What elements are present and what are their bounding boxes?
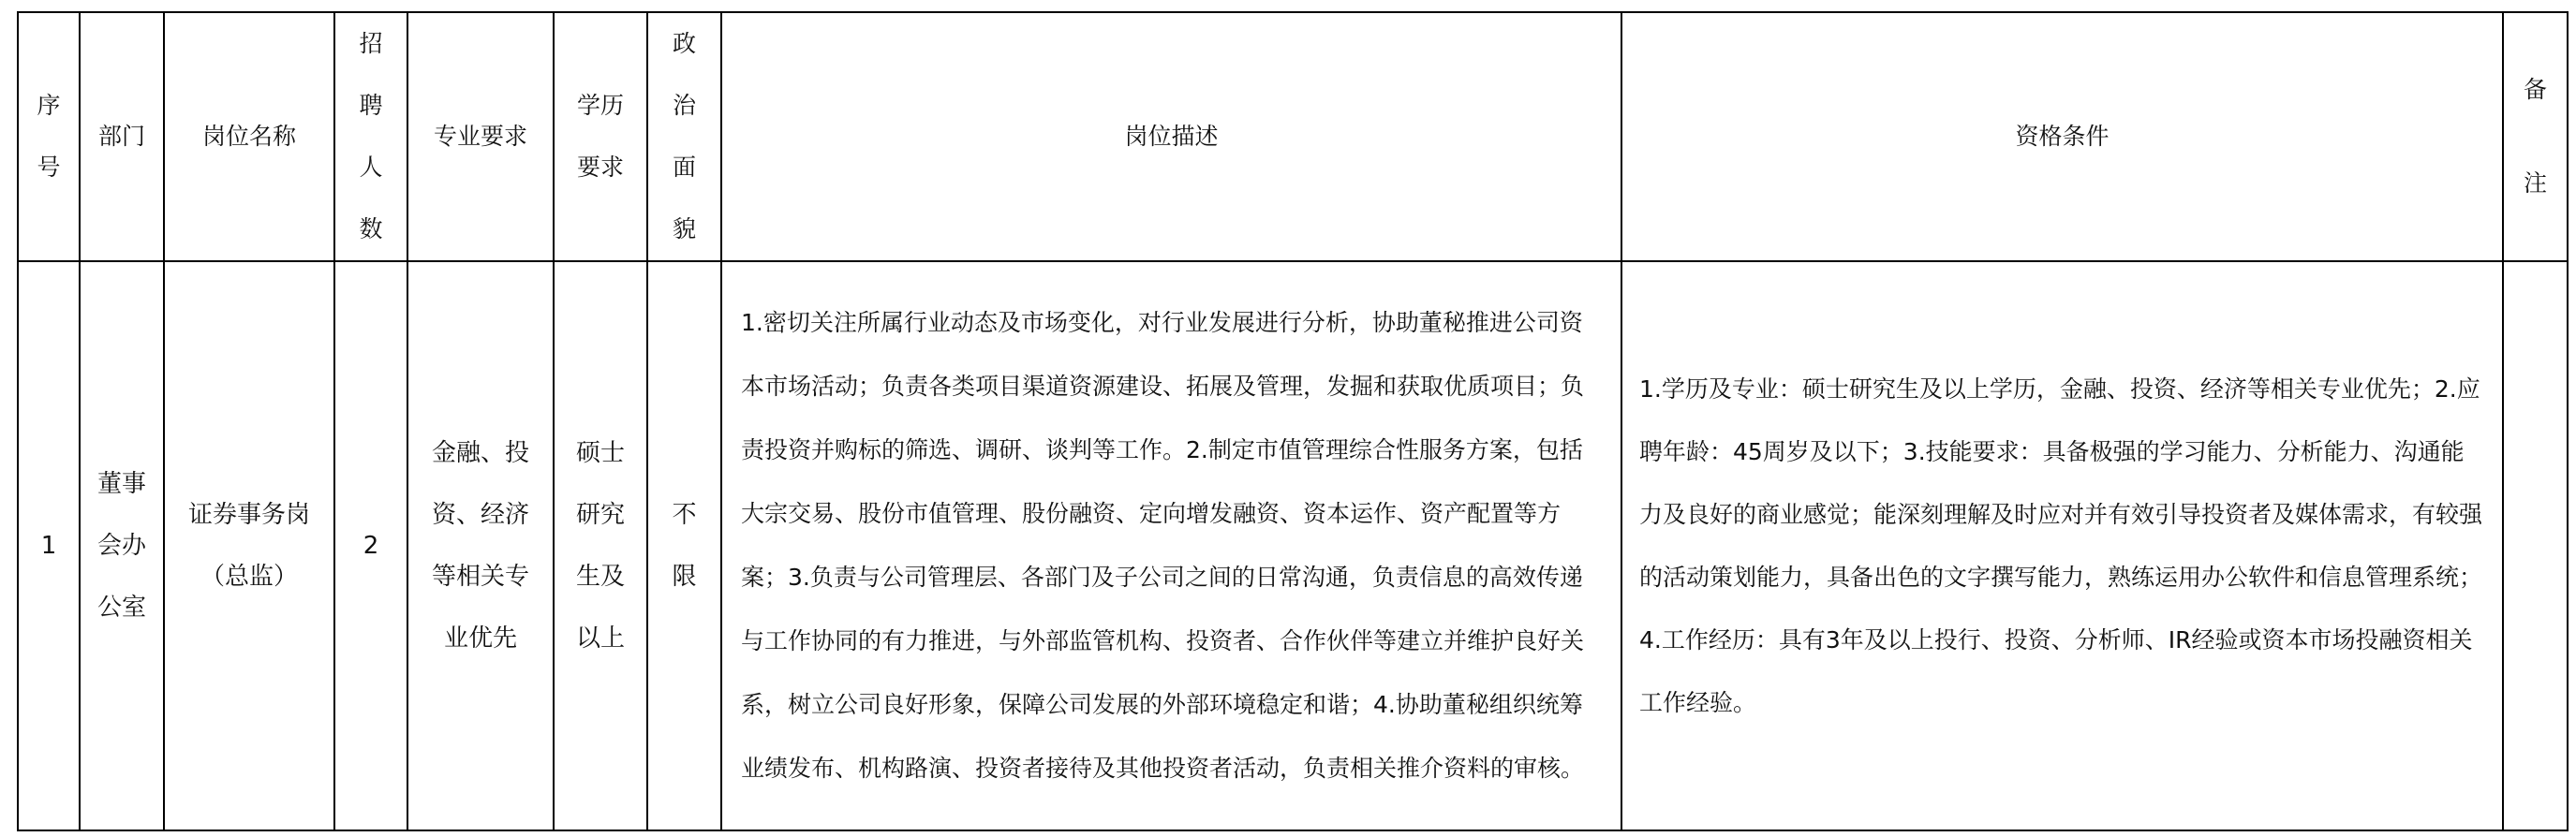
- row-political-cell: [647, 261, 721, 830]
- job-posting-table: [17, 11, 2569, 831]
- table-row: [18, 261, 2568, 830]
- header-education-cell: [554, 12, 647, 261]
- header-description-cell: [721, 12, 1621, 261]
- header-description: 岗位描述: [1124, 123, 1219, 150]
- header-qualifications: 资格条件: [2015, 123, 2110, 150]
- header-department: 部门: [97, 123, 145, 150]
- row-index-cell: [18, 261, 80, 830]
- header-political-cell: [647, 12, 721, 261]
- header-qualifications-cell: [1621, 12, 2503, 261]
- header-index: 序号: [37, 92, 61, 181]
- row-qualifications: 1.学历及专业：硕士研究生及以上学历，金融、投资、经济等相关专业优先；2.应聘年龄：45周岁及以下；3.技能要求：具备极强的学习能力、分析能力、沟通能力及良好的商业感觉；能深刻理解及时应对并有效引导投资者及媒体需求，有较强的活动策划能力，具备出色的文字撰写能力，熟练运用办公软件和信息管理系统； 4.工作经历：具有3年及以上投行、投资、分析师、IR经验或资本市场投融资相关工作经验。: [1639, 375, 2483, 716]
- row-headcount: 2: [363, 532, 379, 560]
- row-description-cell: [721, 261, 1621, 830]
- row-education-cell: [554, 261, 647, 830]
- row-political: 不限: [672, 501, 697, 591]
- row-education: 硕士研究生及以上: [575, 439, 625, 653]
- row-major-cell: [407, 261, 554, 830]
- header-position-cell: [164, 12, 334, 261]
- row-position-cell: [164, 261, 334, 830]
- header-education: 学历要求: [576, 92, 624, 181]
- header-remarks: 备注: [2523, 76, 2547, 197]
- header-headcount: 招聘人数: [359, 30, 383, 242]
- header-row: [18, 12, 2568, 261]
- row-department: 董事会办公室: [96, 470, 146, 622]
- header-position: 岗位名称: [201, 123, 296, 150]
- row-remarks-cell: [2503, 261, 2568, 830]
- row-position-name: 证券事务岗: [187, 501, 310, 529]
- row-qualifications-cell: [1621, 261, 2503, 830]
- row-description: 1.密切关注所属行业动态及市场变化，对行业发展进行分析，协助董秘推进公司资本市场活动；负责各类项目渠道资源建设、拓展及管理，发掘和获取优质项目；负责投资并购标的筛选、调研、谈判等工作。2.制定市值管理综合性服务方案，包括大宗交易、股份市值管理、股份融资、定向增发融资、资本运作、资产配置等方案；3.负责与公司管理层、各部门及子公司之间的日常沟通，负责信息的高效传递与工作协同的有力推进，与外部监管机构、投资者、合作伙伴等建立并维护良好关系，树立公司良好形象，保障公司发展的外部环境稳定和谐；4.协助董秘组织统筹业绩发布、机构路演、投资者接待及其他投资者活动，负责相关推介资料的审核。: [741, 309, 1585, 782]
- header-major-cell: [407, 12, 554, 261]
- header-political: 政治面貌: [672, 30, 696, 242]
- row-index: 1: [40, 532, 57, 560]
- header-headcount-cell: [334, 12, 407, 261]
- row-major: 金融、投资、经济等相关专业优先: [431, 439, 529, 653]
- row-department-cell: [80, 261, 164, 830]
- row-headcount-cell: [334, 261, 407, 830]
- header-index-cell: [18, 12, 80, 261]
- header-department-cell: [80, 12, 164, 261]
- row-position-note: （总监）: [200, 563, 298, 591]
- header-remarks-cell: [2503, 12, 2568, 261]
- header-major: 专业要求: [433, 123, 527, 150]
